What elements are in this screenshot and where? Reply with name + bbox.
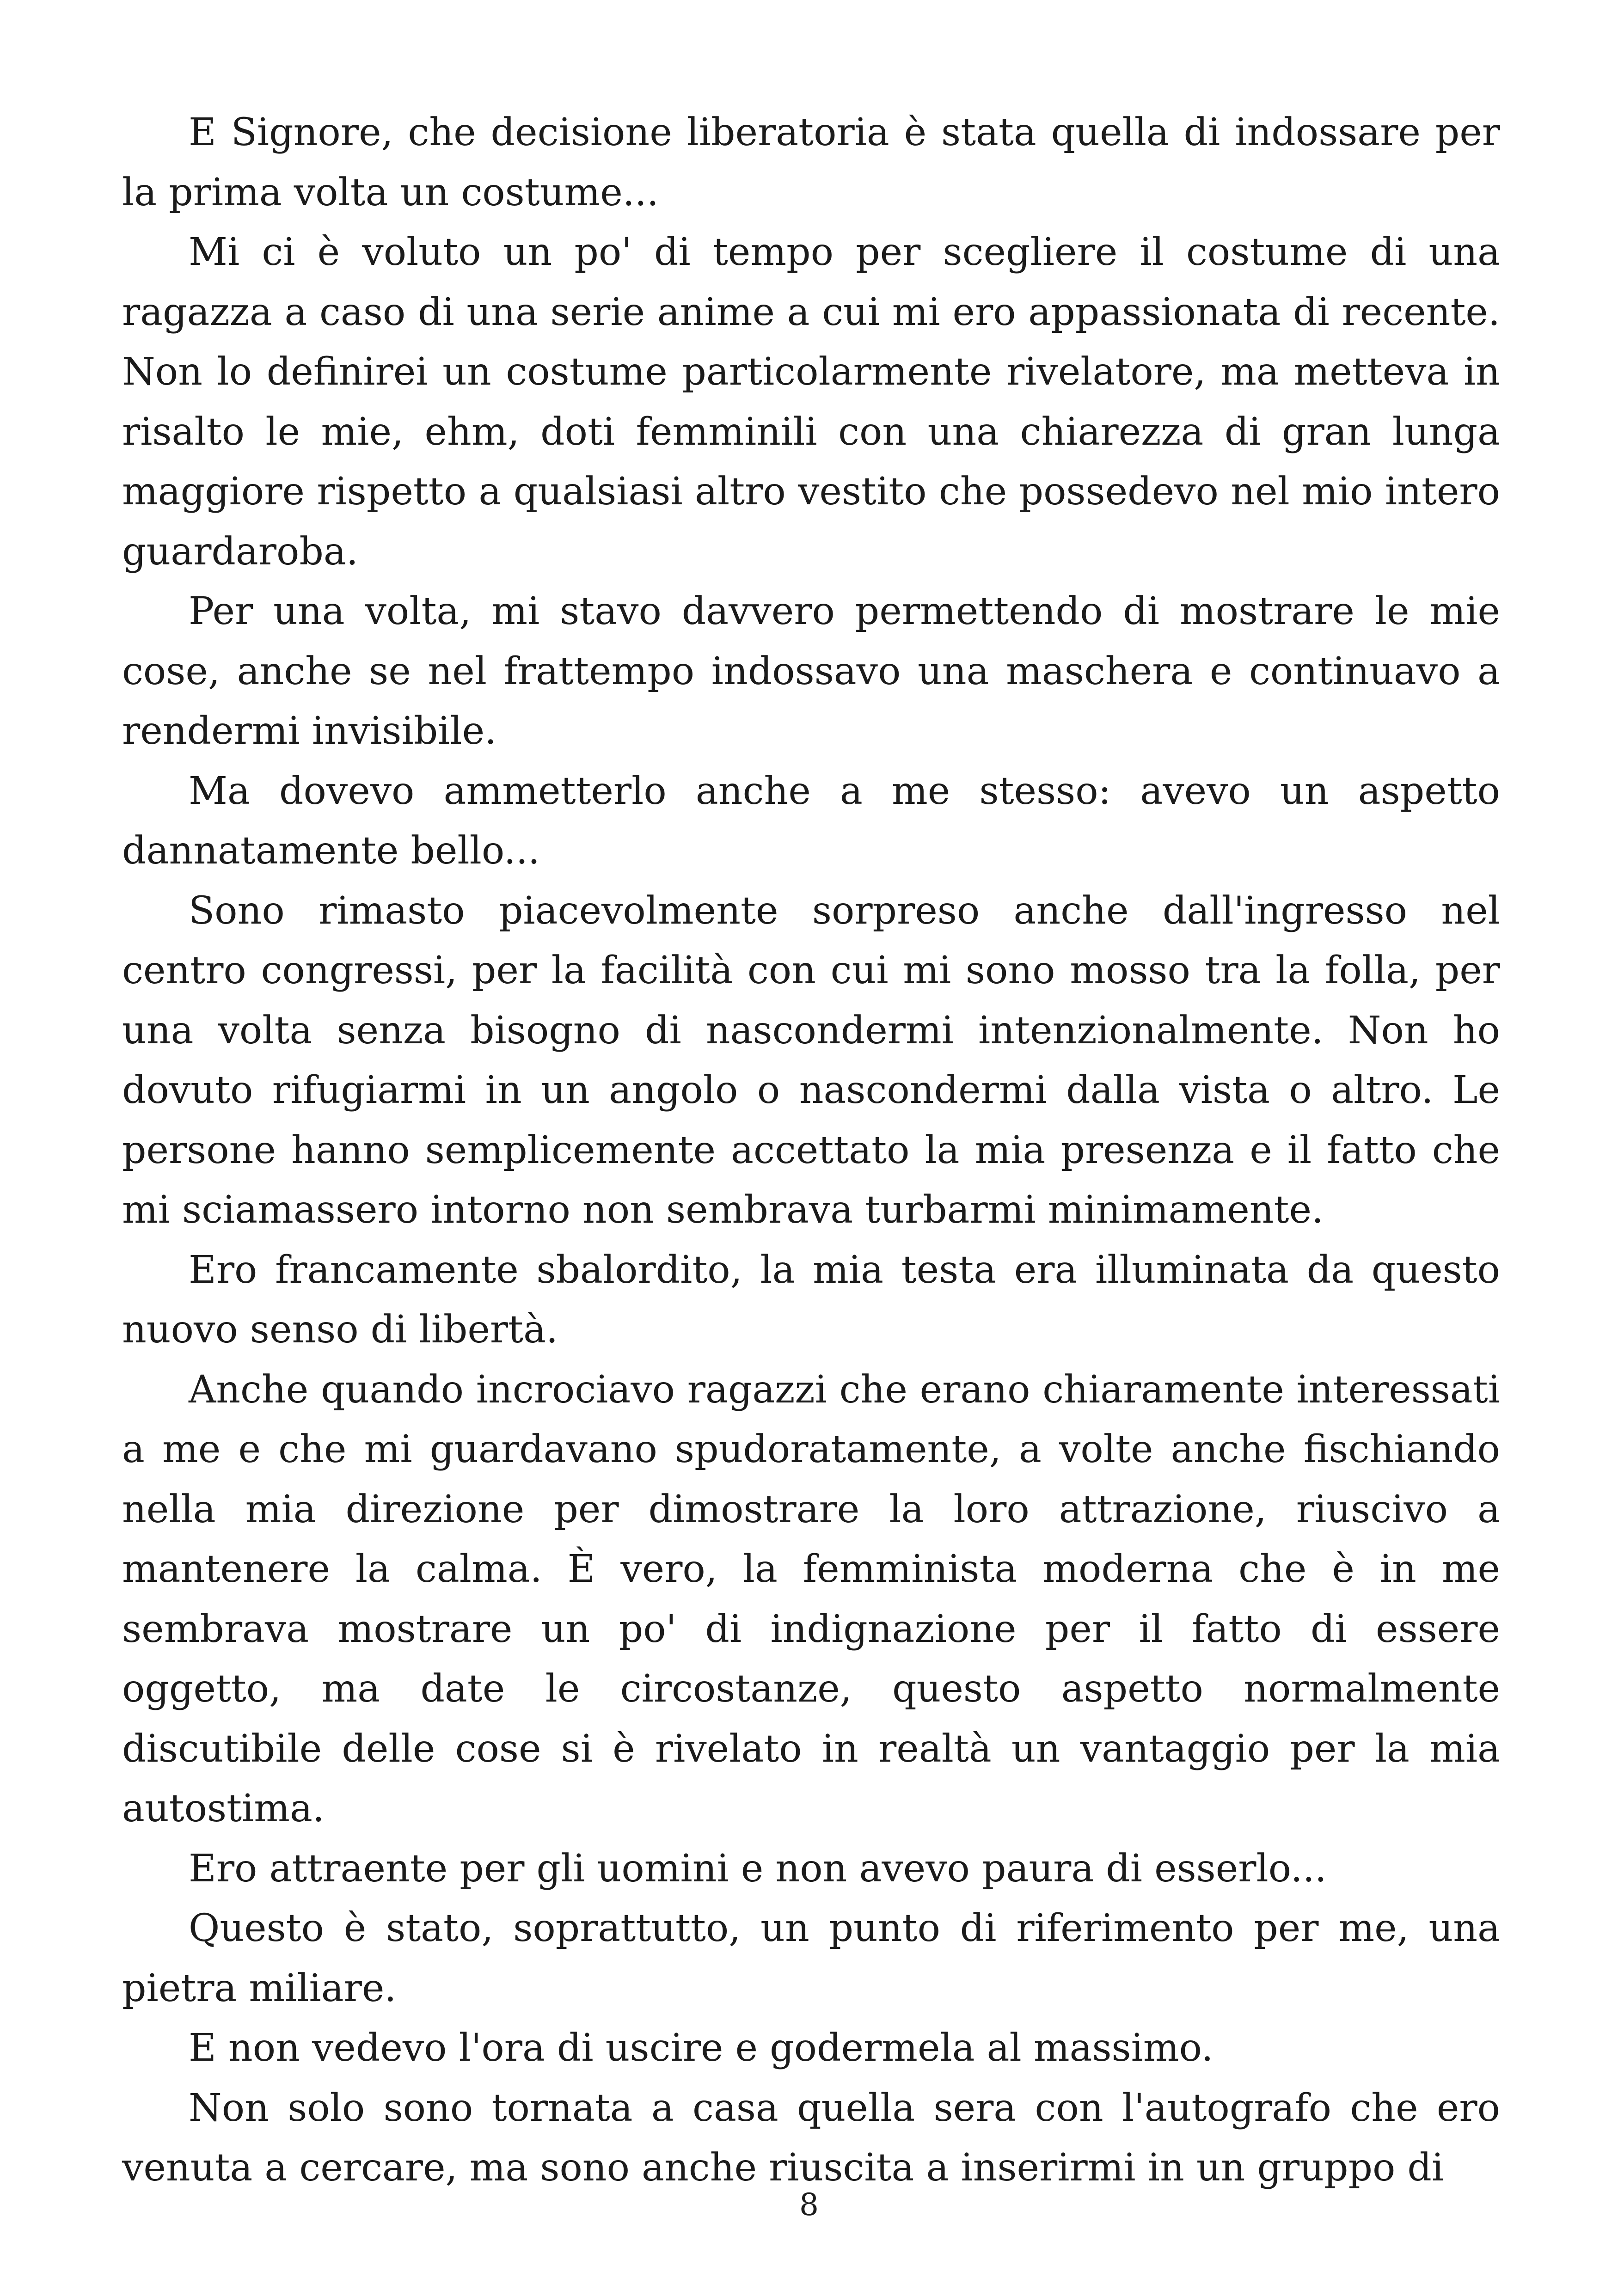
- paragraph: E non vedevo l'ora di uscire e godermela al massimo.: [189, 2026, 1214, 2070]
- paragraph: Per una volta, mi stavo davvero permettendo di mostrare le mie cose, anche se nel frattempo indossavo una maschera e continuavo a rendermi invisibile.: [122, 589, 1500, 753]
- paragraph: E Signore, che decisione liberatoria è stata quella di indossare per la prima volta un costume...: [122, 110, 1500, 214]
- paragraph: Ero francamente sbalordito, la mia testa era illuminata da questo nuovo senso di libertà.: [122, 1248, 1500, 1352]
- paragraph: Sono rimasto piacevolmente sorpreso anche dall'ingresso nel centro congressi, per la facilità con cui mi sono mosso tra la folla, per una volta senza bisogno di nascondermi intenzionalmente. Non ho dovuto rifugiarmi in un angolo o nascondermi dalla vista o altro. Le persone hanno semplicemente accettato la mia presenza e il fatto che mi sciamassero intorno non sembrava turbarmi minimamente.: [122, 888, 1500, 1232]
- body-text: [122, 103, 1500, 2198]
- paragraph: Ma dovevo ammetterlo anche a me stesso: avevo un aspetto dannatamente bello...: [122, 769, 1500, 873]
- paragraph: Non solo sono tornata a casa quella sera con l'autografo che ero venuta a cercare, ma sono anche riuscita a inserirmi in un gruppo di: [122, 2086, 1500, 2190]
- paragraph: Questo è stato, soprattutto, un punto di riferimento per me, una pietra miliare.: [122, 1906, 1500, 2010]
- paragraph: Mi ci è voluto un po' di tempo per scegliere il costume di una ragazza a caso di una serie anime a cui mi ero appassionata di recente. Non lo definirei un costume particolarmente rivelatore, ma metteva in risalto le mie, ehm, doti femminili con una chiarezza di gran lunga maggiore rispetto a qualsiasi altro vestito che possedevo nel mio intero guardaroba.: [122, 230, 1500, 574]
- paragraph: Anche quando incrociavo ragazzi che erano chiaramente interessati a me e che mi guardavano spudoratamente, a volte anche fischiando nella mia direzione per dimostrare la loro attrazione, riuscivo a mantenere la calma. È vero, la femminista moderna che è in me sembrava mostrare un po' di indignazione per il fatto di essere oggetto, ma date le circostanze, questo aspetto normalmente discutibile delle cose si è rivelato in realtà un vantaggio per la mia autostima.: [122, 1367, 1500, 1831]
- page-number: 8: [799, 2187, 819, 2223]
- paragraph: Ero attraente per gli uomini e non avevo paura di esserlo...: [189, 1846, 1327, 1891]
